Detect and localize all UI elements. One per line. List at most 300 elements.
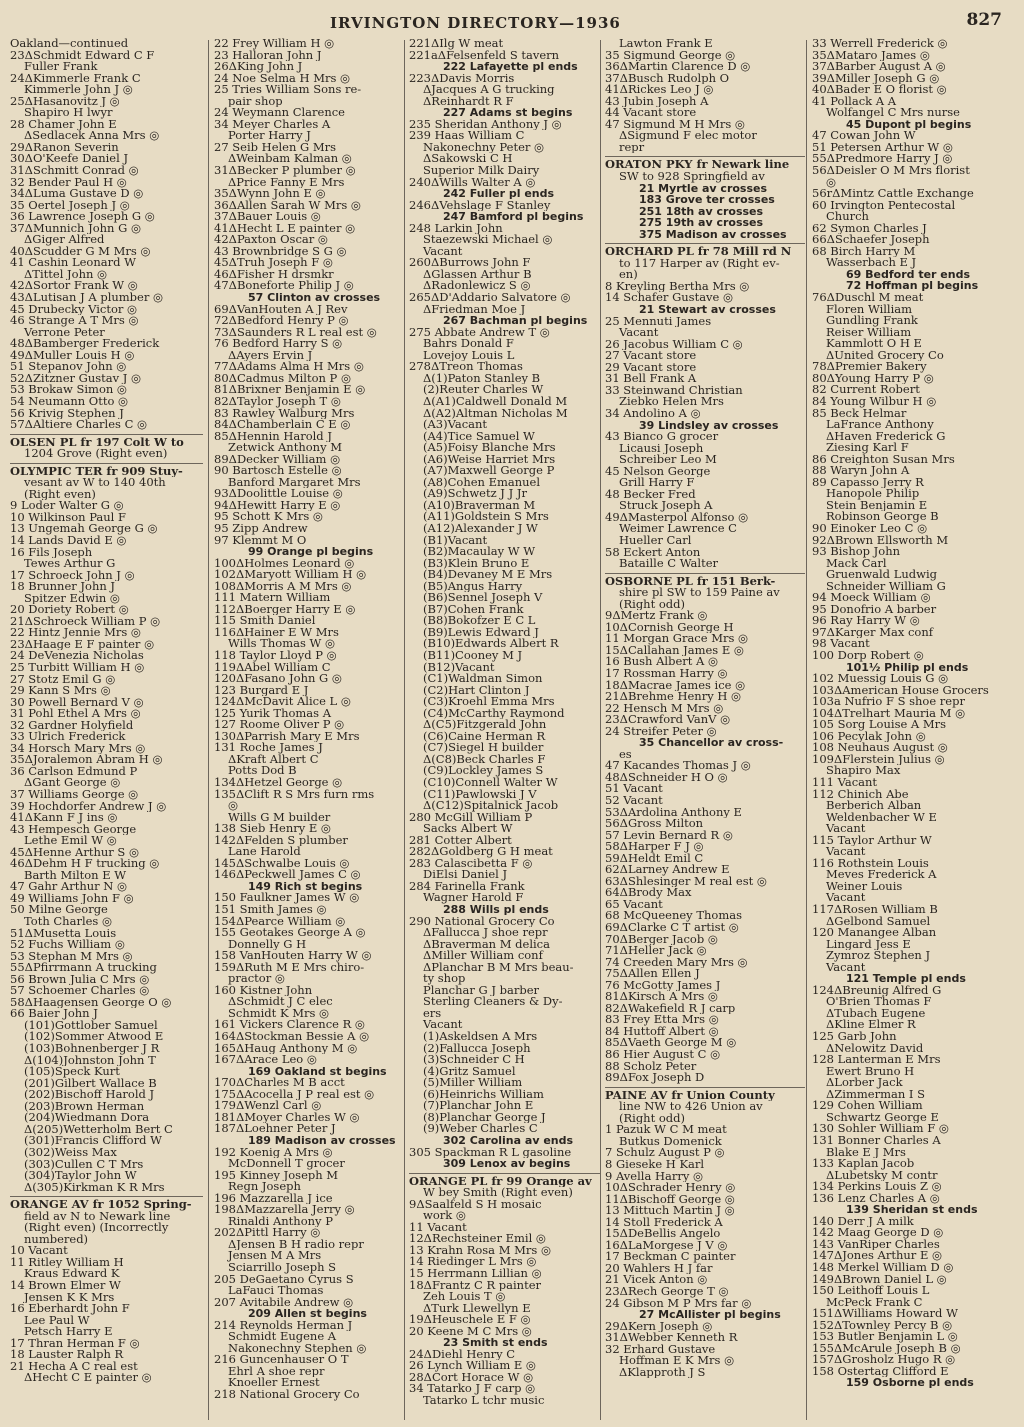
column-1 [10,38,203,1423]
directory-entry: 35 Oertel Joseph J ◎ [10,199,130,212]
directory-entry: 133 Kaplan Jacob [812,1158,915,1170]
directory-entry: ΔKline Elmer R [826,1019,916,1032]
directory-entry: 19ΔHeuschele E F ◎ [409,1314,531,1326]
directory-entry: Vacant [826,823,866,835]
directory-entry: 248 Larkin John [409,222,503,235]
directory-entry: Reiser William [826,326,912,339]
directory-entry: 43 Hempesch George [10,823,137,836]
directory-entry: 55ΔPfirrmann A trucking [10,962,157,974]
directory-entry: (C6)Caine Herman R [423,730,546,743]
directory-entry: 27 Vacant store [605,350,697,362]
directory-entry: 112ΔBoerger Harry E ◎ [214,603,356,616]
cross-street: 21 Myrtle av crosses [639,182,768,195]
directory-entry: 108ΔMorris A M Mrs ◎ [214,580,352,593]
directory-entry: 77ΔAdams Alma H Mrs ◎ [214,361,364,373]
directory-entry: pair shop [228,95,283,108]
directory-entry: 218 National Grocery Co [214,1388,360,1401]
directory-entry: 151ΔWilliams Howard W [812,1308,958,1320]
directory-entry: 47 Sigmund M H Mrs ◎ [605,118,745,131]
directory-entry: 85 Beck Helmar [812,407,907,420]
directory-entry: Jensen K K Mrs [24,1291,115,1304]
directory-entry: Jensen M A Mrs [228,1250,322,1262]
directory-entry: 70ΔBerger Jacob ◎ [605,933,718,946]
directory-entry: 98 Vacant [812,638,870,650]
directory-entry: SW to 928 Springfield av [619,171,765,183]
directory-entry: 103a Nufrio F S shoe repr [812,696,965,708]
directory-entry: Hueller Carl [619,534,692,547]
directory-entry: Shapiro Max [826,765,901,777]
directory-entry: (Right odd) [619,1112,686,1125]
directory-entry: 138 Sieb Henry E ◎ [214,823,331,835]
directory-entry: 9 Loder Walter G ◎ [10,500,124,512]
directory-entry: 86 Hier August C ◎ [605,1049,721,1061]
directory-entry: 29 Vacant store [605,361,697,374]
directory-entry: 53ΔArdolina Anthony E [605,806,742,819]
directory-entry: 7 Schulz August P ◎ [605,1147,725,1159]
directory-entry: 30ΔO'Keefe Daniel J [10,153,129,166]
directory-entry: ΔSchmidt J C elec [228,996,333,1008]
directory-entry: 106 Pecylak John ◎ [812,730,926,743]
directory-entry: 154ΔPearce William ◎ [214,915,346,928]
directory-entry: 37ΔBusch Rudolph O [605,72,730,85]
directory-entry: 17 Rossman Harry ◎ [605,667,728,680]
directory-entry: (A5)Foisy Blanche Mrs [423,442,556,454]
directory-entry: 16 Fils Joseph [10,546,93,559]
directory-entry: 63ΔShlesinger M real est ◎ [605,875,767,888]
directory-entry: Rinaldi Anthony P [228,1215,333,1228]
directory-entry: Petsch Harry E [24,1326,113,1338]
directory-entry: (5)Miller William [423,1077,523,1089]
directory-entry: 73ΔSaunders R L real est ◎ [214,326,377,339]
directory-entry: numbered) [24,1233,89,1246]
directory-entry: 130 Sohler William F ◎ [812,1123,949,1135]
directory-entry: 290 National Grocery Co [409,915,555,928]
section-divider [10,463,203,464]
directory-entry: Zymroz Stephen J [826,950,931,962]
directory-entry: ΔGelbond Samuel [826,915,931,928]
directory-entry: 15ΔDeBellis Angelo [605,1228,721,1240]
directory-entry: 23 Halloran John J [214,49,322,62]
directory-entry: 46ΔDehm H F trucking ◎ [10,858,160,870]
directory-entry: ΔPlanchar B M Mrs beau- [423,961,574,974]
directory-entry: 140 Derr J A milk [812,1215,914,1228]
directory-entry: 179ΔWenzl Carl ◎ [214,1100,322,1112]
directory-entry: Oakland—continued [10,38,129,50]
column-divider [208,40,209,1420]
directory-entry: 13 Ungemah George G ◎ [10,523,158,535]
directory-entry: (102)Sommer Atwood E [24,1031,164,1044]
directory-entry: shire pl SW to 159 Paine av [619,587,780,599]
directory-entry: 47 Kacandes Thomas J ◎ [605,760,751,772]
directory-entry: 111 Matern William [214,592,331,604]
cross-street: 267 Bachman pl begins [443,315,588,327]
directory-entry: Bataille C Walter [619,558,719,570]
directory-entry: Shapiro H lwyr [24,107,113,119]
directory-entry: 116 Rothstein Louis [812,857,929,870]
directory-entry: 207 Avitabile Andrew ◎ [214,1296,354,1309]
directory-entry: (B12)Vacant [423,661,495,674]
directory-entry: 32 Erhard Gustave [605,1343,716,1356]
directory-entry: 57 Schoemer Charles ◎ [10,985,150,997]
directory-entry: 240ΔWills Walter A ◎ [409,176,536,189]
directory-entry: 66 Baier John J [10,1008,98,1020]
directory-entry: 134 Perkins Louis Z ◎ [812,1181,942,1193]
cross-street: 242 Fuller pl ends [443,188,555,200]
directory-entry: 62 Symon Charles J [812,222,927,235]
column-divider [404,40,405,1420]
directory-entry: Wolfangel C Mrs nurse [826,107,960,119]
directory-entry: work ◎ [423,1210,466,1222]
directory-entry: Kimmerle John J ◎ [24,84,133,96]
directory-entry: 127 Roome Oliver P ◎ [214,719,345,731]
directory-entry: 80ΔYoung Harry P ◎ [812,372,934,385]
directory-entry: 108 Neuhaus August ◎ [812,742,948,754]
directory-entry: 202ΔPittl Harry ◎ [214,1227,321,1239]
directory-entry: 83 Rawley Walburg Mrs [214,407,355,420]
directory-entry: 21ΔBrehme Henry H ◎ [605,691,742,703]
directory-entry: ΔTurk Llewellyn E [423,1302,531,1315]
directory-entry: 72ΔBedford Henry P ◎ [214,315,349,327]
directory-entry: 282ΔGoldberg G H meat [409,846,553,858]
directory-entry: Gruenwald Ludwig [826,569,937,581]
column-3 [409,38,600,1423]
cross-street: 309 Lenox av begins [443,1158,571,1170]
column-divider [806,40,807,1420]
column-5 [812,38,1018,1423]
directory-entry: 124ΔBreunig Alfred G [812,984,942,997]
directory-entry: (B3)Klein Bruno E [423,557,530,570]
directory-entry: 115 Smith Daniel [214,615,316,627]
directory-entry: 34 Horsch Mary Mrs ◎ [10,742,146,755]
directory-entry: O'Brien Thomas F [826,996,932,1008]
directory-entry: 29 Kann S Mrs ◎ [10,685,111,697]
directory-entry: 123 Burgard E J [214,684,309,697]
directory-entry: 25ΔHasanovitz J ◎ [10,95,120,108]
directory-entry: 76 Bedford Harry S ◎ [214,338,343,350]
directory-entry: 41 Cashin Leonard W [10,257,136,269]
directory-entry: Stein Benjamin E [826,499,928,512]
directory-entry: ΔGiger Alfred [24,234,105,246]
directory-entry: 56ΔDeisler O M Mrs florist [812,165,970,177]
directory-entry: 109ΔFlerstein Julius ◎ [812,753,945,766]
directory-entry: Lee Paul W [24,1314,90,1327]
directory-entry: 131 Bonner Charles A [812,1134,941,1147]
directory-entry: 15ΔCallahan James E ◎ [605,644,744,657]
directory-entry: 51 Petersen Arthur W ◎ [812,141,953,154]
directory-entry: 33 Steinwand Christian [605,384,743,397]
directory-entry: 56rΔMintz Cattle Exchange [812,188,974,200]
directory-entry: 42ΔSortor Frank W ◎ [10,280,138,293]
directory-entry: 34 Tatarko J F carp ◎ [409,1383,536,1395]
directory-entry: 100ΔHolmes Leonard ◎ [214,557,355,570]
directory-entry: Δ(C5)Fitzgerald John [423,719,547,731]
directory-entry: 41ΔHecht L E painter ◎ [214,222,356,235]
directory-entry: 34 Meyer Charles A [214,118,331,131]
directory-entry: 9 Avella Harry ◎ [605,1170,704,1183]
directory-entry: 28ΔCort Horace W ◎ [409,1371,534,1384]
directory-entry: 58ΔHarper F J ◎ [605,841,704,853]
directory-entry: Sciarrillo Joseph S [228,1261,337,1274]
directory-entry: 68 McQueeney Thomas [605,910,742,923]
directory-entry: 20 Doriety Robert ◎ [10,604,129,616]
directory-entry: 53 Stephan M Mrs ◎ [10,950,133,963]
directory-entry: 18 Brunner John J [10,581,116,593]
directory-entry: 30 Powell Bernard V ◎ [10,696,144,709]
directory-entry: 18ΔFrantz C R painter [409,1279,542,1292]
directory-entry: Kraus Edward K [24,1268,120,1280]
directory-entry: 24 Streifer Peter ◎ [605,725,717,738]
directory-entry: (B4)Devaney M E Mrs [423,569,553,581]
directory-entry: 25 Mennuti James [605,315,712,328]
directory-entry: 14 Brown Elmer W [10,1279,121,1292]
directory-entry: 74 Creeden Mary Mrs ◎ [605,956,748,969]
cross-street: 21 Stewart av crosses [639,304,776,316]
directory-entry: 21 Vicek Anton ◎ [605,1274,708,1286]
directory-entry: Potts Dod B [228,765,297,777]
directory-entry: 31 Bell Frank A [605,373,697,385]
directory-entry: 14 Lands David E ◎ [10,534,127,547]
directory-entry: 24ΔDiehl Henry C [409,1348,516,1361]
directory-entry: Tewes Arthur G [24,558,116,570]
directory-entry: 29ΔRanon Severin [10,141,119,154]
directory-entry: Spitzer Edwin ◎ [24,592,120,605]
directory-entry: Wagner Harold F [423,892,524,905]
directory-entry: 45ΔHenne Arthur S ◎ [10,846,140,859]
directory-entry: Δ(1)Paton Stanley B [423,372,541,385]
directory-entry: 88 Scholz Peter [605,1060,697,1073]
directory-columns [0,38,1024,1423]
directory-entry: 57ΔAltiere Charles C ◎ [10,419,148,431]
directory-entry: (A8)Cohen Emanuel [423,476,541,489]
directory-entry: Lane Harold [228,846,301,858]
directory-entry: 56 Krivig Stephen J [10,407,124,420]
cross-street: 169 Oakland st begins [248,1065,387,1078]
directory-entry: (A3)Vacant [423,419,488,431]
directory-entry: 45ΔTruh Joseph F ◎ [214,257,333,269]
directory-entry: Bahrs Donald F [423,338,514,350]
directory-entry: 100 Dorp Robert ◎ [812,649,924,662]
directory-entry: (C7)Siegel H builder [423,742,544,754]
directory-entry: 23ΔRech George T ◎ [605,1285,729,1298]
directory-entry: 47ΔBoneforte Philip J ◎ [214,280,354,293]
section-divider [605,573,805,574]
directory-entry: 95 Donofrio A barber [812,603,937,616]
directory-entry: LaFauci Thomas [228,1285,324,1297]
directory-entry: 11 Ritley William H [10,1256,124,1269]
directory-entry: 31ΔBecker P plumber ◎ [214,165,356,177]
directory-entry: 26ΔKing John J [214,61,303,73]
directory-entry: 120ΔFasano John G ◎ [214,673,342,685]
directory-entry: ΔWeinbam Kalman ◎ [228,153,352,166]
directory-entry: 280 McGill William P [409,811,533,824]
directory-entry: 43 Brownbridge S G ◎ [214,245,347,258]
directory-entry: 20 Wahlers H J far [605,1262,713,1275]
directory-entry: Butkus Domenick [619,1135,722,1148]
directory-entry: ΔSedlacek Anna Mrs ◎ [24,130,160,142]
directory-entry: field av N to Newark line [24,1210,171,1223]
directory-entry: (105)Speck Kurt [24,1066,120,1078]
street-heading: ORCHARD PL fr 78 Mill rd N [605,246,792,258]
directory-entry: 284 Farinella Frank [409,880,525,893]
directory-entry: 17 Thran Herman F ◎ [10,1337,140,1350]
directory-entry: Δ(C12)Spitalnick Jacob [423,800,559,812]
directory-entry: ty shop [423,973,466,985]
directory-entry: Wills G M builder [228,811,331,824]
directory-entry: 119ΔAbel William C [214,661,331,674]
directory-entry: Sterling Cleaners & Dy- [423,996,563,1008]
directory-entry: (9)Weber Charles C [423,1123,538,1135]
directory-entry: 42ΔPaxton Oscar ◎ [214,234,328,246]
cross-street: 149 Rich st begins [248,880,363,893]
cross-street: 72 Hoffman pl begins [846,280,979,293]
directory-entry: 21ΔSchroeck William P ◎ [10,615,161,628]
directory-entry: 52 Vacant [605,795,663,807]
directory-entry: 11 Vacant [409,1221,467,1234]
directory-entry: 23ΔHaage E F painter ◎ [10,638,155,651]
directory-entry: 78ΔPremier Bakery [812,361,927,373]
directory-entry: es [619,748,632,761]
directory-entry: 221aΔFelsenfeld S tavern [409,49,560,62]
directory-entry: (2)Reuter Charles W [423,384,544,396]
directory-entry: 58ΔHaagensen George O ◎ [10,996,172,1009]
directory-entry: (Right even) (Incorrectly [24,1222,169,1234]
directory-entry: 170ΔCharles M B acct [214,1077,345,1089]
directory-entry: Δ(A1)Caldwell Donald M [423,395,568,408]
directory-entry: 17 Beckman C painter [605,1251,736,1263]
directory-entry: 281 Cotter Albert [409,834,512,847]
directory-entry: 49 Williams John F ◎ [10,892,134,905]
directory-entry: 47 Cowan John W [812,130,916,142]
directory-entry: 8 Kreyling Bertha Mrs ◎ [605,280,750,293]
directory-entry: 130ΔParrish Mary E Mrs [214,730,360,743]
directory-entry: ΔHaven Frederick G [826,430,946,443]
running-title: IRVINGTON DIRECTORY—1936 [330,14,621,32]
directory-entry: ΔFriedman Moe J [423,303,526,316]
directory-entry: Zeh Louis T ◎ [423,1291,506,1303]
directory-entry: 83 Frey Etta Mrs ◎ [605,1014,719,1026]
directory-entry: Hanopole Philip [826,488,920,500]
directory-entry: 40ΔScudder G M Mrs ◎ [10,245,151,258]
directory-entry: (B11)Cooney M J [423,649,523,662]
cross-street: 45 Dupont pl begins [846,118,972,131]
directory-entry: 39ΔMiller Joseph G ◎ [812,72,940,85]
directory-entry: 59ΔHeldt Emil C [605,852,704,865]
cross-street: 288 Wills pl ends [443,904,549,916]
directory-entry: (A4)Tice Samuel W [423,430,535,443]
directory-entry: 50 Milne George [10,904,108,917]
directory-entry: 40ΔBader E O florist ◎ [812,84,947,96]
directory-entry: Lethe Emil W ◎ [24,835,117,847]
cross-street: 121 Temple pl ends [846,973,966,985]
directory-entry: (B9)Lewis Edward J [423,626,539,639]
column-divider [600,40,601,1420]
directory-entry: 10ΔCornish George H [605,621,734,634]
directory-entry: ΔFallucca J shoe repr [423,927,548,939]
directory-entry: 33 Ulrich Frederick [10,731,126,743]
directory-entry: ΔHecht C E painter ◎ [24,1372,152,1384]
directory-entry: 175ΔAcocella J P real est ◎ [214,1088,375,1101]
directory-entry: 52 Fuchs William ◎ [10,939,125,951]
directory-entry: 145ΔSchwalbe Louis ◎ [214,857,350,870]
directory-entry: 10 Vacant [10,1245,68,1257]
directory-entry: 124ΔMcDavit Alice L ◎ [214,696,351,708]
directory-entry: 97 Klemmt M O [214,534,307,547]
directory-entry: 111 Vacant [812,777,878,789]
directory-entry: 17 Schroeck John J ◎ [10,569,135,582]
directory-entry: 120 Manangee Alban [812,927,937,939]
directory-entry: 102 Muessig Louis G ◎ [812,673,949,685]
directory-entry: 135ΔClift R S Mrs furn rms [214,788,375,801]
directory-entry: Fuller Frank [24,61,98,73]
directory-entry: 283 Calascibetta F ◎ [409,857,533,870]
page-number: 827 [966,10,1002,30]
directory-entry: Lingard Jess E [826,938,911,951]
directory-entry: 214 Reynolds Herman J [214,1319,353,1332]
cross-street: 183 Grove ter crosses [639,194,775,206]
directory-entry: ΔNelowitz David [826,1042,924,1055]
cross-street: 375 Madison av crosses [639,228,787,241]
directory-entry: Staezewski Michael ◎ [423,234,553,246]
directory-entry: Floren William [826,303,913,316]
directory-entry: 246ΔVehslage F Stanley [409,199,551,212]
directory-entry: 151 Smith James ◎ [214,904,327,916]
directory-entry: Licausi Joseph [619,442,704,455]
directory-entry: 112 Chinich Abe [812,788,909,801]
directory-entry: Ziesing Karl F [826,442,909,454]
directory-entry: ◎ [228,800,239,812]
directory-entry: 27 Seib Helen G Mrs [214,141,337,154]
directory-entry: 239 Haas William C [409,130,525,142]
directory-entry: (C9)Lockley James S [423,765,544,777]
directory-entry: 43 Bianco G grocer [605,431,719,443]
directory-entry: Sacks Albert W [423,823,513,835]
directory-entry: 51ΔMusetta Louis [10,927,117,940]
directory-entry: 35ΔJoralemon Abram H ◎ [10,754,163,766]
directory-entry: 27 Stotz Emil G ◎ [10,673,116,686]
section-divider [10,434,203,435]
directory-entry: ers [423,1007,442,1020]
directory-entry: (302)Weiss Max [24,1146,117,1159]
directory-entry: 18ΔMacrae James ice ◎ [605,679,746,692]
directory-entry: 158 Ostertag Clifford E [812,1365,949,1378]
directory-entry: 24ΔKimmerle Frank C [10,72,141,85]
directory-entry: 221ΔIlg W meat [409,38,504,50]
directory-entry: (A11)Goldstein S Mrs [423,511,549,523]
directory-entry: 65 Vacant [605,898,663,911]
directory-entry: 125 Garb John [812,1031,897,1043]
directory-entry: Mack Carl [826,557,887,570]
directory-entry: 81ΔBrixner Benjamin E ◎ [214,384,366,396]
column-4 [605,38,805,1423]
directory-entry: 1204 Grove (Right even) [24,448,168,460]
directory-entry: Planchar G J barber [423,984,540,997]
directory-entry: 24 Noe Selma H Mrs ◎ [214,72,351,85]
directory-entry: 48ΔBamberger Frederick [10,338,160,350]
directory-entry: 152ΔTownley Percy B ◎ [812,1319,953,1332]
directory-entry: (C10)Connell Walter W [423,777,558,789]
directory-entry: 35ΔMataro James ◎ [812,49,930,62]
directory-entry: 37ΔMunnich John G ◎ [10,222,141,235]
directory-entry: 26 Jacobus William C ◎ [605,338,743,351]
directory-entry: Barth Milton E W [24,869,127,882]
directory-entry: 187ΔLoehner Peter J [214,1123,336,1135]
directory-entry: 31 Pohl Ethel A Mrs ◎ [10,708,141,720]
directory-entry: to 117 Harper av (Right ev- [619,257,780,270]
directory-entry: 155 Geotakes George A ◎ [214,927,366,939]
directory-entry: 43 Jubin Joseph A [605,95,709,108]
directory-entry: (B1)Vacant [423,534,488,547]
directory-entry: Lawton Frank E [619,38,713,50]
